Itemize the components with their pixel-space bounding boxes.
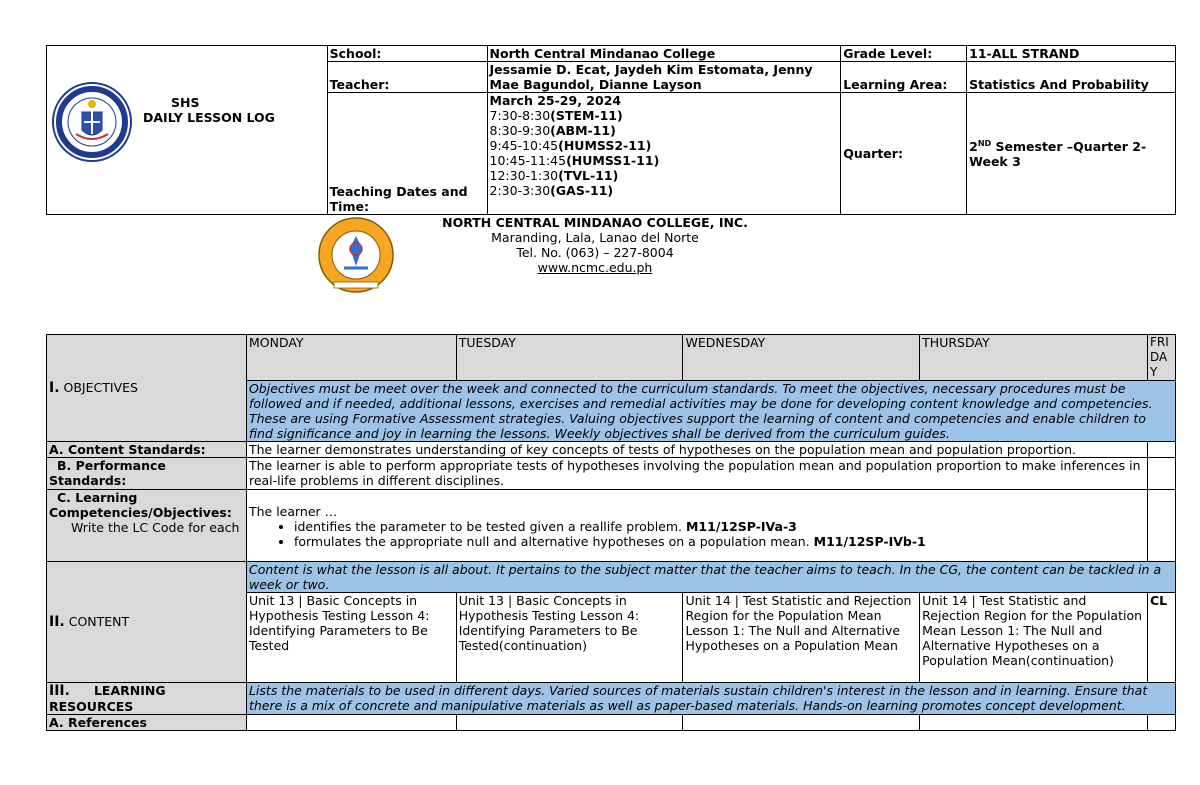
ncmc-logo-icon	[318, 216, 394, 294]
institution-block	[400, 215, 790, 275]
content-section-label	[47, 562, 247, 683]
quarter-num: 2	[969, 138, 978, 154]
title-line-1: SHS	[171, 95, 200, 110]
competencies-title	[49, 490, 244, 520]
schedule-class: (GAS-11)	[550, 183, 614, 198]
teacher-label: Teacher:	[327, 62, 487, 93]
content-friday: CL	[1147, 593, 1175, 683]
schedule-class: (HUMSS1-11)	[566, 153, 660, 168]
references-tuesday	[456, 715, 683, 731]
competency-text: identifies the parameter to be tested given a reallife problem.	[293, 519, 686, 534]
competencies-label	[47, 490, 247, 562]
schedule-time: 9:45-10:45	[489, 138, 559, 153]
references-label	[47, 715, 247, 731]
competencies-intro: The learner …	[248, 504, 338, 519]
content-standards-letter: A.	[49, 442, 64, 457]
quarter-value	[967, 93, 1176, 215]
schedule-row	[490, 138, 839, 153]
references-friday	[1147, 715, 1175, 731]
content-roman: II.	[49, 614, 65, 630]
content-standards-text: The learner demonstrates understanding of key concepts of tests of hypotheses on the population mean and population proportion.	[246, 442, 1147, 458]
content-wednesday: Unit 14 | Test Statistic and Rejection Region for the Population Mean Lesson 1: The Null and Alternative Hypotheses on a Population Mean	[683, 593, 920, 683]
day-header-thursday: THURSDAY	[920, 335, 1148, 381]
day-header-wednesday: WEDNESDAY	[683, 335, 920, 381]
performance-standards-label	[47, 458, 247, 490]
resources-label: LEARNING RESOURCES	[49, 683, 166, 714]
dates-title: March 25-29, 2024	[489, 93, 622, 108]
institution-website-link[interactable]: www.ncmc.edu.ph	[537, 260, 653, 275]
schedule-row	[490, 153, 839, 168]
schedule-row	[490, 183, 839, 198]
resources-roman: III.	[49, 683, 70, 699]
schedule-row	[490, 108, 839, 123]
header-table	[46, 45, 1176, 215]
competency-item	[294, 519, 1145, 534]
day-header-tuesday: TUESDAY	[456, 335, 683, 381]
competencies-content	[246, 490, 1147, 562]
references-letter: A.	[49, 715, 64, 730]
performance-standards-letter: B.	[57, 458, 72, 473]
content-thursday: Unit 14 | Test Statistic and Rejection Region for the Population Mean Lesson 1: The Null and Alternative Hypotheses on a Population Mean(continuation)	[920, 593, 1148, 683]
content-monday: Unit 13 | Basic Concepts in Hypothesis Testing Lesson 4: Identifying Parameters to Be Tested	[246, 593, 456, 683]
quarter-sup: ND	[977, 138, 992, 148]
schedule-time: 2:30-3:30	[489, 183, 551, 198]
content-standards-title: Content Standards:	[68, 442, 206, 457]
references-monday	[246, 715, 456, 731]
deped-seal-icon	[52, 82, 132, 162]
objectives-section-label	[47, 335, 247, 442]
objectives-label: OBJECTIVES	[63, 380, 138, 395]
competencies-letter: C.	[57, 490, 71, 505]
schedule-time: 7:30-8:30	[489, 108, 551, 123]
schedule-row	[490, 168, 839, 183]
schedule-time: 12:30-1:30	[489, 168, 559, 183]
competencies-list	[249, 519, 1145, 549]
title-line-2: DAILY LESSON LOG	[143, 110, 275, 125]
content-standards-friday	[1147, 442, 1175, 458]
content-label: CONTENT	[68, 614, 130, 629]
resources-section-label	[47, 683, 247, 715]
grade-value: 11-ALL STRAND	[967, 46, 1176, 62]
area-label: Learning Area:	[841, 62, 967, 93]
day-header-friday: FRI DA Y	[1147, 335, 1175, 381]
objectives-note: Objectives must be meet over the week and connected to the curriculum standards. To meet the objectives, necessary procedures must be followed and if needed, additional lessons, exercises and remedial activities may be done for developing content knowledge and competencies. These are using Formative Assessment strategies. Valuing objectives support the learning of content and competencies and enable children to find significance and joy in learning the lessons. Weekly objectives shall be derived from the curriculum guides.	[246, 381, 1175, 442]
competency-text: formulates the appropriate null and alternative hypotheses on a population mean.	[293, 534, 814, 549]
dates-value	[487, 93, 841, 215]
competencies-sublabel: Write the LC Code for each	[71, 520, 240, 535]
performance-standards-text: The learner is able to perform appropriate tests of hypotheses involving the population mean and population proportion to make inferences in real-life problems in different disciplines.	[246, 458, 1147, 490]
institution-name: NORTH CENTRAL MINDANAO COLLEGE, INC.	[442, 215, 748, 230]
performance-standards-title: Performance Standards:	[49, 458, 166, 488]
references-wednesday	[683, 715, 920, 731]
schedule-time: 8:30-9:30	[489, 123, 551, 138]
schedule-class: (ABM-11)	[550, 123, 616, 138]
lesson-log-table	[46, 334, 1176, 731]
header-seal-cell	[47, 46, 328, 215]
schedule-time: 10:45-11:45	[489, 153, 567, 168]
references-title: References	[68, 715, 147, 730]
dates-label: Teaching Dates and Time:	[327, 93, 487, 215]
schedule-row	[490, 123, 839, 138]
competencies-friday	[1147, 490, 1175, 562]
performance-standards-friday	[1147, 458, 1175, 490]
schedule-class: (STEM-11)	[550, 108, 623, 123]
day-header-monday: MONDAY	[246, 335, 456, 381]
grade-label: Grade Level:	[841, 46, 967, 62]
competency-code: M11/12SP-IVb-1	[813, 534, 926, 549]
competency-code: M11/12SP-IVa-3	[685, 519, 797, 534]
institution-tel: Tel. No. (063) – 227-8004	[516, 245, 674, 260]
references-thursday	[920, 715, 1148, 731]
quarter-rest: Semester –Quarter 2- Week 3	[969, 138, 1147, 169]
content-note: Content is what the lesson is all about. It pertains to the subject matter that the teacher aims to teach. In the CG, the content can be tackled in a week or two.	[246, 562, 1175, 593]
schedule-class: (HUMSS2-11)	[558, 138, 652, 153]
school-label: School:	[327, 46, 487, 62]
content-standards-label	[47, 442, 247, 458]
school-value: North Central Mindanao College	[487, 46, 841, 62]
competency-item	[294, 534, 1145, 549]
institution-address: Maranding, Lala, Lanao del Norte	[491, 230, 699, 245]
lesson-log-title	[143, 95, 275, 125]
schedule-class: (TVL-11)	[558, 168, 619, 183]
resources-note: Lists the materials to be used in different days. Varied sources of materials sustain children's interest in the lesson and in learning. Ensure that there is a mix of concrete and manipulative materials as well as paper-based materials. Hands-on learning promotes concept development.	[246, 683, 1175, 715]
quarter-label: Quarter:	[841, 93, 967, 215]
objectives-roman: I.	[49, 380, 60, 396]
competencies-heading: Learning Competencies/Objectives:	[49, 490, 232, 520]
teacher-value: Jessamie D. Ecat, Jaydeh Kim Estomata, Jenny Mae Bagundol, Dianne Layson	[487, 62, 841, 93]
content-tuesday: Unit 13 | Basic Concepts in Hypothesis Testing Lesson 4: Identifying Parameters to Be Tested(continuation)	[456, 593, 683, 683]
area-value: Statistics And Probability	[967, 62, 1176, 93]
